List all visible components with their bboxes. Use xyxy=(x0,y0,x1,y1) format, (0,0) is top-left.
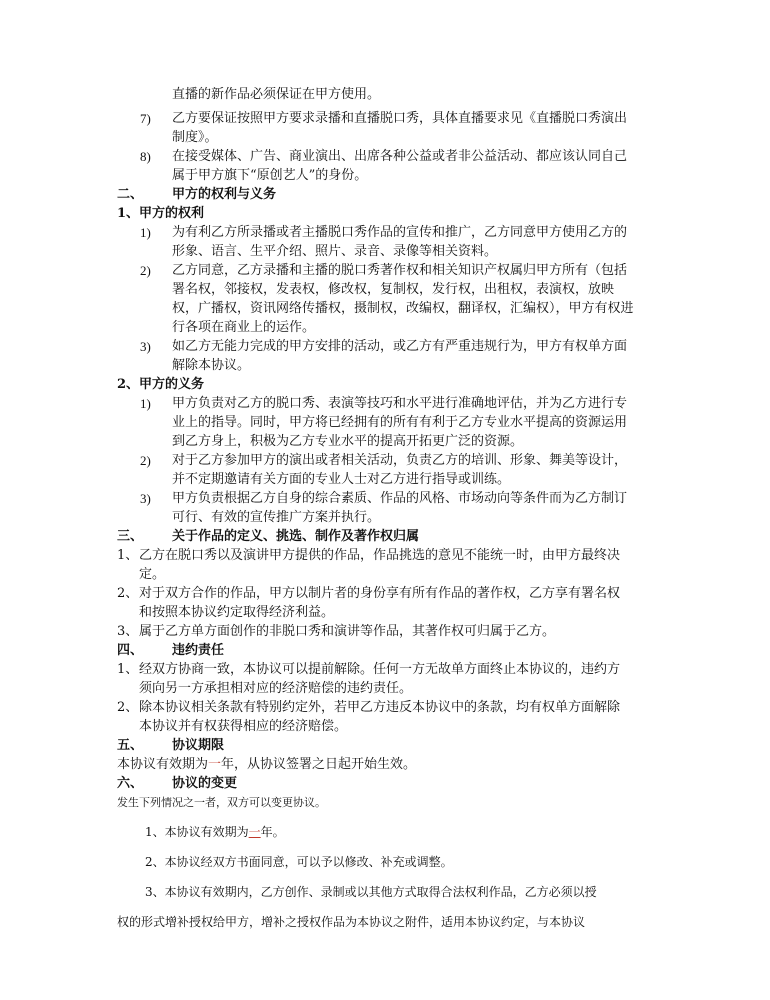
text-line: 如乙方无能力完成的甲方安排的活动，或乙方有严重违规行为，甲方有权单方面 xyxy=(172,339,628,354)
paragraph: 发生下列情况之一者，双方可以变更协议。 xyxy=(117,796,326,809)
text-line: 乙方在脱口秀以及演讲甲方提供的作品，作品挑选的意见不能统一时，由甲方最终决 xyxy=(139,548,621,563)
text-line: 定。 xyxy=(139,567,166,582)
text-line: 为有利乙方所录播或者主播脱口秀作品的宣传和推广，乙方同意甲方使用乙方的 xyxy=(172,225,628,240)
paragraph: 权的形式增补授权给甲方，增补之授权作品为本协议之附件，适用本协议约定，与本协议 xyxy=(117,915,586,929)
text-line: 解除本协议。 xyxy=(172,358,251,373)
list-number: 2、 xyxy=(117,586,139,601)
text-line: 业上的指导。同时，甲方将已经拥有的所有有利于乙方专业水平提高的资源运用 xyxy=(172,415,628,430)
text-line: 除本协议相关条款有特别约定外，若甲乙方违反本协议中的条款，均有权单方面解除 xyxy=(139,700,621,715)
section-number: 五、 xyxy=(117,738,144,753)
text-line: 可行、有效的宣传推广方案并执行。 xyxy=(172,510,381,525)
text-line: 乙方要保证按照甲方要求录播和直播脱口秀，具体直播要求见《直播脱口秀演出 xyxy=(172,111,628,126)
section-number: 四、 xyxy=(117,643,144,658)
text-line: 在接受媒体、广告、商业演出、出席各种公益或者非公益活动、都应该认同自己 xyxy=(172,149,628,164)
text-line: 对于乙方参加甲方的演出或者相关活动，负责乙方的培训、形象、舞美等设计， xyxy=(172,453,628,468)
subsection-number: 1、 xyxy=(117,206,140,221)
text-line: 本协议并有权获得相应的经济赔偿。 xyxy=(139,719,348,734)
text-segment: 本协议有效期为 xyxy=(117,757,209,772)
paragraph xyxy=(145,826,285,838)
text-line: 权，广播权，资讯网络传播权，摄制权，改编权，翻译权，汇编权），甲方有权进 xyxy=(172,301,634,316)
section-heading: 甲方的权利与义务 xyxy=(172,187,277,202)
subsection-heading: 甲方的权利 xyxy=(139,206,205,221)
text-line: 乙方同意，乙方录播和主播的脱口秀著作权和相关知识产权属归甲方所有（包括 xyxy=(172,263,628,278)
text-line: 到乙方身上，积极为乙方专业水平的提高开拓更广泛的资源。 xyxy=(172,434,524,449)
list-number: 1、 xyxy=(117,662,139,677)
text-segment: 1、本协议有效期为 xyxy=(145,825,249,839)
text-line: 甲方负责根据乙方自身的综合素质、作品的风格、市场动向等条件而为乙方制订 xyxy=(172,491,628,506)
section-heading: 协议的变更 xyxy=(172,776,238,791)
text-line: 署名权，邻接权，发表权，修改权，复制权，发行权，出租权，表演权，放映 xyxy=(172,282,615,297)
list-number: 2) xyxy=(140,263,151,278)
list-number: 1) xyxy=(140,225,151,240)
paragraph xyxy=(117,758,416,771)
list-number: 7) xyxy=(140,111,151,126)
text-line: 对于双方合作的作品，甲方以制片者的身份享有所有作品的著作权，乙方享有署名权 xyxy=(139,586,621,601)
text-segment: 年。 xyxy=(260,825,285,839)
text-line: 经双方协商一致，本协议可以提前解除。任何一方无故单方面终止本协议的，违约方 xyxy=(139,662,621,677)
list-number: 3、 xyxy=(117,624,139,639)
section-heading: 违约责任 xyxy=(172,643,225,658)
subsection-number: 2、 xyxy=(117,377,140,392)
highlighted-text: 一 xyxy=(208,757,222,772)
text-line: 并不定期邀请有关方面的专业人士对乙方进行指导或训练。 xyxy=(172,472,511,487)
text-line: 直播的新作品必须保证在甲方使用。 xyxy=(172,87,381,102)
section-heading: 协议期限 xyxy=(172,738,225,753)
text-line: 制度》。 xyxy=(172,130,218,145)
section-heading: 关于作品的定义、挑选、制作及著作权归属 xyxy=(172,529,420,544)
section-number: 六、 xyxy=(117,776,144,791)
paragraph: 2、本协议经双方书面同意，可以予以修改、补充或调整。 xyxy=(145,855,453,869)
list-number: 3) xyxy=(140,339,151,354)
text-line: 属于甲方旗下“原创艺人”的身份。 xyxy=(172,168,368,183)
text-line: 和按照本协议约定取得经济利益。 xyxy=(139,605,335,620)
text-line: 须向另一方承担相对应的经济赔偿的违约责任。 xyxy=(139,681,413,696)
text-segment: 年，从协议签署之日起开始生效。 xyxy=(221,757,417,772)
subsection-heading: 甲方的义务 xyxy=(139,377,205,392)
text-line: 属于乙方单方面创作的非脱口秀和演讲等作品，其著作权可归属于乙方。 xyxy=(139,624,556,639)
text-line: 形象、语言、生平介绍、照片、录音、录像等相关资料。 xyxy=(172,244,498,259)
list-number: 1) xyxy=(140,396,151,411)
paragraph: 3、本协议有效期内，乙方创作、录制或以其他方式取得合法权利作品，乙方必须以授 xyxy=(145,885,597,899)
list-number: 8) xyxy=(140,149,151,164)
highlighted-text: 一 xyxy=(248,825,261,839)
text-line: 行各项在商业上的运作。 xyxy=(172,320,316,335)
list-number: 2、 xyxy=(117,700,139,715)
section-number: 三、 xyxy=(117,529,144,544)
list-number: 2) xyxy=(140,453,151,468)
section-number: 二、 xyxy=(117,187,144,202)
list-number: 3) xyxy=(140,491,151,506)
list-number: 1、 xyxy=(117,548,139,563)
text-line: 甲方负责对乙方的脱口秀、表演等技巧和水平进行准确地评估，并为乙方进行专 xyxy=(172,396,628,411)
